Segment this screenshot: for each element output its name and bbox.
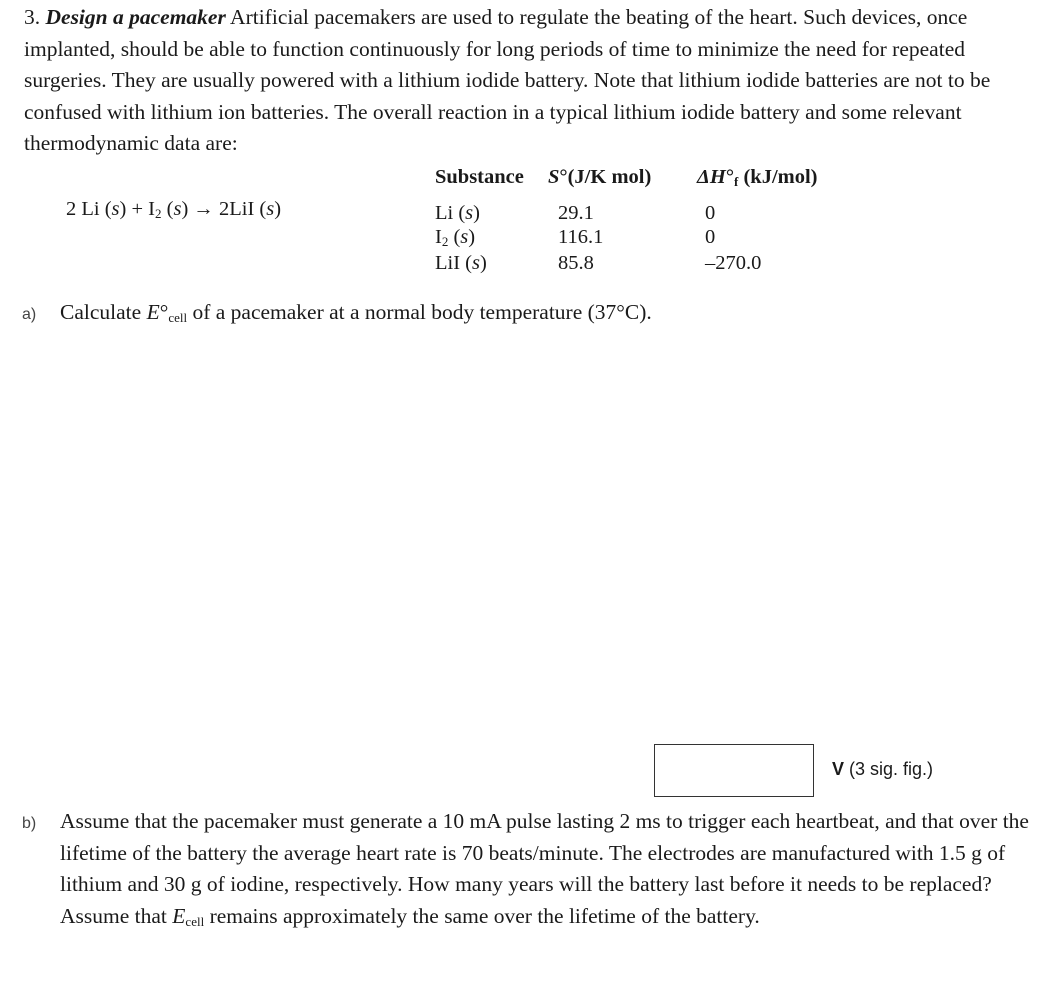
table-row-entropy: 29.1 [558, 202, 594, 224]
table-row-substance [435, 250, 487, 276]
table-row-substance: $I_2$ (s) [435, 226, 476, 249]
part-a-label: a) [22, 306, 37, 323]
reaction-arrow: ) → 2LiI ( [181, 198, 267, 220]
reaction-part: 2 Li ( [66, 198, 112, 220]
substance-name: I [435, 226, 442, 248]
substance-state: s [460, 226, 469, 248]
reaction-part: ) [274, 198, 282, 220]
ecell-subscript: cell [168, 310, 188, 325]
substance-name: Li ( [435, 202, 466, 224]
part-b-text: Assume that the pacemaker must generate a 10 mA pulse lasting 2 ms to trigger each heartbeat, and that over the lifetime of the battery the average heart rate is 70 beats/minute. The electrodes are manufactured with 1.5 g of lithium and 30 g of iodine, respectively. How many years will the battery last before it needs to be replaced? Assume that [60, 809, 1029, 928]
entropy-unit: °(J/K mol) [559, 166, 652, 188]
substance-subscript: 2 [441, 234, 449, 249]
substance-close: ) [473, 202, 480, 224]
reaction-equation [66, 195, 281, 228]
header-entropy [548, 166, 651, 189]
part-b-question [22, 806, 1032, 929]
reaction-part: ( [161, 198, 174, 220]
answer-units [832, 759, 933, 780]
question-number: 3. [24, 5, 41, 29]
answer-input-box[interactable] [654, 744, 814, 797]
part-a-text: of a pacemaker at a normal body temperature (37°C). [187, 300, 652, 324]
reaction-part: ) + I [119, 198, 155, 220]
table-row-enthalpy: –270.0 [705, 252, 762, 274]
unit-volt: V [832, 759, 845, 779]
question-intro [24, 2, 1034, 160]
substance-close: ) [479, 252, 487, 274]
part-a-question [22, 297, 652, 333]
entropy-symbol: S [548, 166, 560, 188]
enthalpy-unit: (kJ/mol) [738, 166, 818, 188]
reaction-state: s [173, 198, 182, 220]
ecell-subscript: cell [185, 913, 205, 929]
ecell-symbol: E [146, 300, 160, 324]
enthalpy-degree: ° [725, 166, 735, 188]
table-row-substance [435, 200, 480, 226]
table-row-entropy: 85.8 [558, 252, 594, 274]
part-b-body [60, 806, 1035, 937]
part-b-text: remains approximately the same over the lifetime of the battery. [204, 903, 760, 928]
header-substance: Substance [435, 166, 524, 188]
question-title: Design a pacemaker [45, 5, 226, 29]
table-row-enthalpy: 0 [705, 226, 716, 248]
enthalpy-symbol: ΔH [697, 166, 726, 188]
table-row-enthalpy: 0 [705, 202, 716, 224]
enthalpy-subscript: f [734, 174, 739, 189]
reaction-state: s [266, 198, 275, 220]
sig-fig-note: (3 sig. fig.) [844, 759, 934, 779]
part-b-label: b) [22, 815, 37, 832]
substance-state: s [472, 252, 480, 274]
question-intro-text: Artificial pacemakers are used to regulate the beating of the heart. Such devices, once implanted, should be able to function continuously for long periods of time to minimize the need for repeated surgeries. They are usually powered with a lithium iodide battery. Note that lithium iodide batteries are not to be confused with lithium ion batteries. The overall reaction in a typical lithium iodide battery and some relevant thermodynamic data are: [24, 5, 991, 155]
reaction-subscript: 2 [155, 206, 162, 221]
substance-state: s [465, 202, 474, 224]
ecell-degree: ° [159, 300, 169, 324]
reaction-state: s [111, 198, 120, 220]
table-row-entropy: 116.1 [558, 226, 604, 248]
part-a-text: Calculate [60, 300, 147, 324]
header-enthalpy [697, 166, 818, 190]
substance-name: LiI ( [435, 252, 472, 274]
ecell-symbol: E [172, 903, 186, 928]
substance-close: ) [468, 226, 476, 248]
